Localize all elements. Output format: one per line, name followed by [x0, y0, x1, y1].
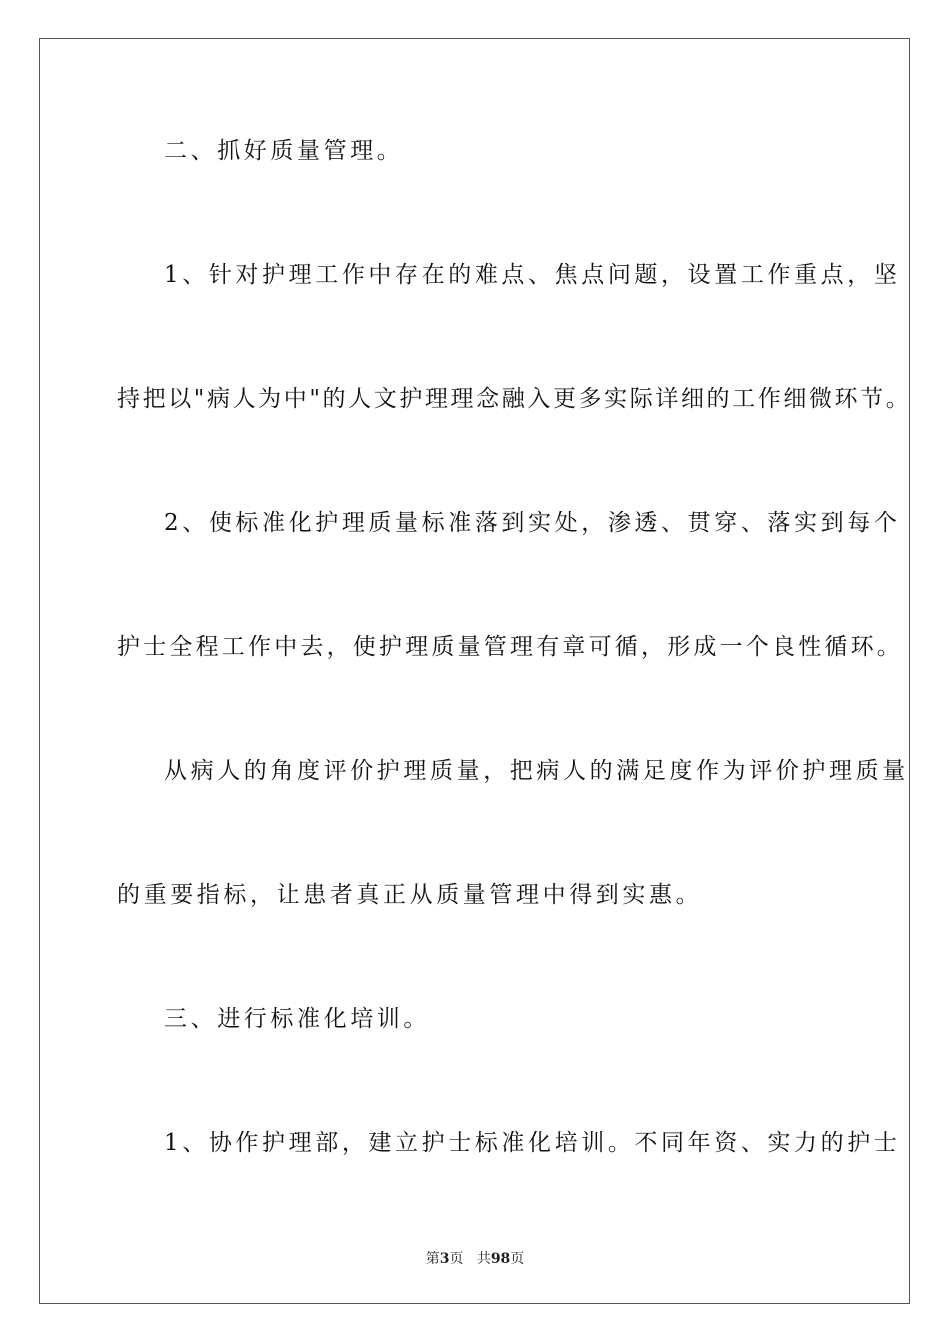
section-heading-2: 二、抓好质量管理。: [164, 138, 404, 164]
footer-page-prefix: 第: [425, 1251, 440, 1267]
paragraph-line: 2、使标准化护理质量标准落到实处，渗透、贯穿、落实到每个: [164, 510, 901, 536]
paragraph-line: 1、针对护理工作中存在的难点、焦点问题，设置工作重点，坚: [164, 262, 901, 288]
paragraph-line: 的重要指标，让患者真正从质量管理中得到实惠。: [117, 882, 703, 908]
footer-total-pages: 98: [490, 1251, 511, 1267]
footer-total-suffix: 页: [510, 1251, 525, 1267]
page-border: [39, 38, 910, 1304]
paragraph-line: 从病人的角度评价护理质量，把病人的满足度作为评价护理质量: [164, 758, 909, 784]
paragraph-line: 1、协作护理部，建立护士标准化培训。不同年资、实力的护士: [164, 1130, 901, 1156]
footer-total-prefix: 共: [476, 1251, 491, 1267]
page-footer: [0, 1248, 950, 1268]
paragraph-line: 护士全程工作中去，使护理质量管理有章可循，形成一个良性循环。: [117, 634, 903, 660]
section-heading-3: 三、进行标准化培训。: [164, 1006, 430, 1032]
footer-page-suffix: 页: [449, 1251, 464, 1267]
paragraph-line: 持把以"病人为中"的人文护理理念融入更多实际详细的工作细微环节。: [117, 386, 912, 412]
footer-page-number: 3: [439, 1251, 450, 1267]
